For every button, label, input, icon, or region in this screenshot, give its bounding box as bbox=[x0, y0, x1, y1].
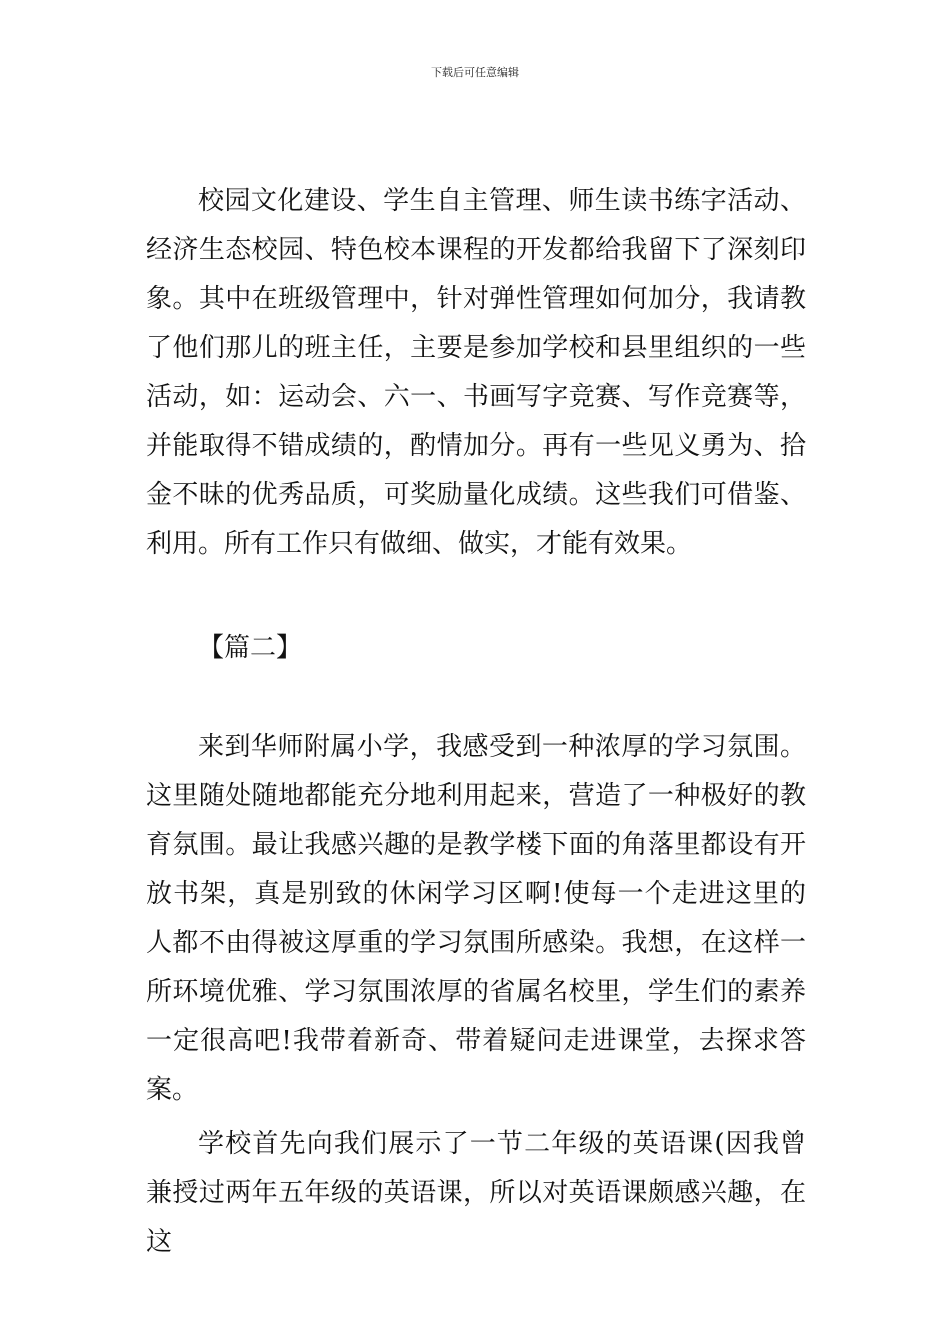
section-heading: 【篇二】 bbox=[198, 633, 303, 663]
paragraph-1: 校园文化建设、学生自主管理、师生读书练字活动、经济生态校园、特色校本课程的开发都给我留下了深刻印象。其中在班级管理中，针对弹性管理如何加分，我请教了他们那儿的班主任，主要是参加学校和县里组织的一些活动，如：运动会、六一、书画写字竞赛、写作竞赛等，并能取得不错成绩的，酌情加分。再有一些见义勇为、拾金不昧的优秀品质，可奖励量化成绩。这些我们可借鉴、利用。所有工作只有做细、做实，才能有效果。 bbox=[146, 186, 806, 559]
paragraph-3: 学校首先向我们展示了一节二年级的英语课(因我曾兼授过两年五年级的英语课，所以对英语课颇感兴趣，在这 bbox=[146, 1129, 806, 1257]
paragraph-2: 来到华师附属小学，我感受到一种浓厚的学习氛围。这里随处随地都能充分地利用起来，营造了一种极好的教育氛围。最让我感兴趣的是教学楼下面的角落里都设有开放书架，真是别致的休闲学习区啊!使每一个走进这里的人都不由得被这厚重的学习氛围所感染。我想，在这样一所环境优雅、学习氛围浓厚的省属名校里，学生们的素养一定很高吧!我带着新奇、带着疑问走进课堂，去探求答案。 bbox=[146, 732, 806, 1105]
page-header: 下载后可任意编辑 bbox=[431, 66, 519, 79]
